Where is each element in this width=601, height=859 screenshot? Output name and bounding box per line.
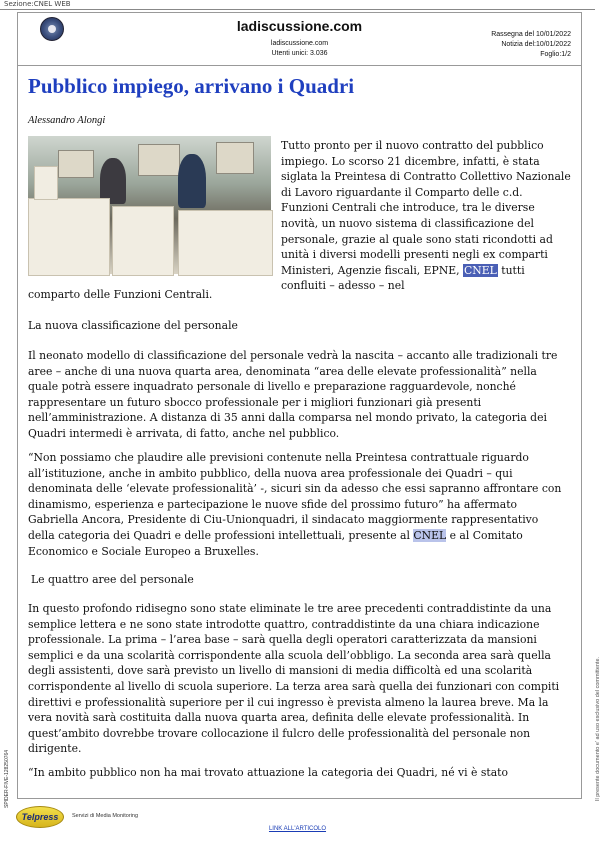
- article-author: Alessandro Alongi: [28, 115, 106, 126]
- section-label: Sezione:CNEL WEB: [4, 0, 71, 8]
- intro-text-after: tutti confluiti – adesso – nel: [281, 263, 525, 293]
- rassegna-date: Rassegna del 10/01/2022: [491, 31, 571, 38]
- media-monitoring-label: Servizi di Media Monitoring: [72, 813, 139, 819]
- telpress-logo: Telpress: [16, 806, 64, 828]
- top-divider: [0, 9, 595, 10]
- spider-id: SPIDER-FIVE-128250764: [4, 749, 10, 808]
- intro-paragraph: [281, 138, 571, 294]
- article-photo: [28, 136, 271, 274]
- highlight-cnel: CNEL: [464, 263, 497, 277]
- highlight-cnel-2: CNEL: [413, 528, 447, 542]
- section-heading-classification: La nuova classificazione del personale: [28, 319, 238, 332]
- notizia-date: Notizia del:10/01/2022: [501, 41, 571, 48]
- quote-text: “Non possiamo che plaudire alle previsioni contenute nella Preintesa contrattuale riguardo all’istituzione, anche in ambito pubblico, della nuova area professionale dei Quadri – qui denominata delle ‘elevate professionalità’ -, sicuri sin da adesso che essi sapranno affrontare con dinamismo, esperienza e partecipazione le nuove sfide del prossimo futuro” ha affermato Gabriella Ancora, Presidente di Ciu-Unionquadri, il sindacato maggiormente rappresentativo della categoria dei Quadri e delle professioni intellettuali, presente al: [28, 451, 562, 542]
- quote-text-after: e al Comitato Economico e Sociale Europeo a Bruxelles.: [28, 528, 523, 558]
- unique-users: Utenti unici: 3.036: [271, 50, 328, 57]
- paragraph-quote: [28, 450, 568, 559]
- intro-text: Tutto pronto per il nuovo contratto del pubblico impiego. Lo scorso 21 dicembre, infatti, è stata siglata la Preintesa di Contratto Collettivo Nazionale di Lavoro riguardante il Comparto delle c.d. Funzioni Centrali che introduce, tra le diverse novità, un nuovo sistema di classificazione del personale, grazie al quale sono stati ricondotti ad unità i diversi modelli presenti negli ex comparti Ministeri, Agenzie fiscali, EPNE,: [281, 139, 571, 277]
- header: [17, 12, 582, 66]
- footer-divider: [17, 798, 580, 799]
- publication-url: ladiscussione.com: [270, 40, 329, 47]
- page-count: Foglio:1/2: [540, 51, 571, 58]
- paragraph-quadri: “In ambito pubblico non ha mai trovato attuazione la categoria dei Quadri, né vi è stato: [28, 766, 508, 779]
- exclusive-use-notice: Il presente documento e' ad uso esclusivo del committente.: [595, 656, 601, 802]
- paragraph-classification: Il neonato modello di classificazione del personale vedrà la nascita – accanto alle tradizionali tre aree – anche di una nuova quarta area, denominata “area delle elevate professionalità” nella quale potrà essere inquadrato personale di livello e preparazione ragguardevole, nonché rappresentare un futuro sbocco professionale per i migliori funzionari già presenti nell’amministrazione. A distanza di 35 anni dalla comparsa nel mondo privato, la categoria dei Quadri intermedi è arrivata, di fatto, anche nel pubblico.: [28, 349, 558, 440]
- intro-continuation: comparto delle Funzioni Centrali.: [28, 288, 213, 301]
- paragraph-areas: In questo profondo ridisegno sono state eliminate le tre aree precedenti contraddistinte da una semplice lettera e ne sono state introdotte quattro, contraddistinte da una chiara indicazione professionale. La prima – l’area base – sarà quella degli operatori caratterizzata da mansioni semplici e da una scolarità corrispondente alla scuola dell’obbligo. La seconda area sarà quella degli assistenti, dove sarà previsto un livello di mansioni di media difficoltà ed una scolarità corrispondente al livello di scuola superiore. La terza area sarà quella dei funzionari con compiti direttivi e professionalità superiore per il cui ingresso è prevista almeno la laurea breve. Ma la vera novità sarà costituita dalla nuova quarta area, definita delle elevate professionalità. In quest’ambito dovrebbe trovare collocazione il fulcro delle professionalità del personale non dirigente.: [28, 602, 560, 756]
- article-title: Pubblico impiego, arrivano i Quadri: [28, 74, 355, 98]
- section-heading-areas: Le quattro aree del personale: [31, 573, 194, 586]
- article-link[interactable]: LINK ALL'ARTICOLO: [268, 826, 327, 832]
- publication-name: ladiscussione.com: [236, 18, 363, 34]
